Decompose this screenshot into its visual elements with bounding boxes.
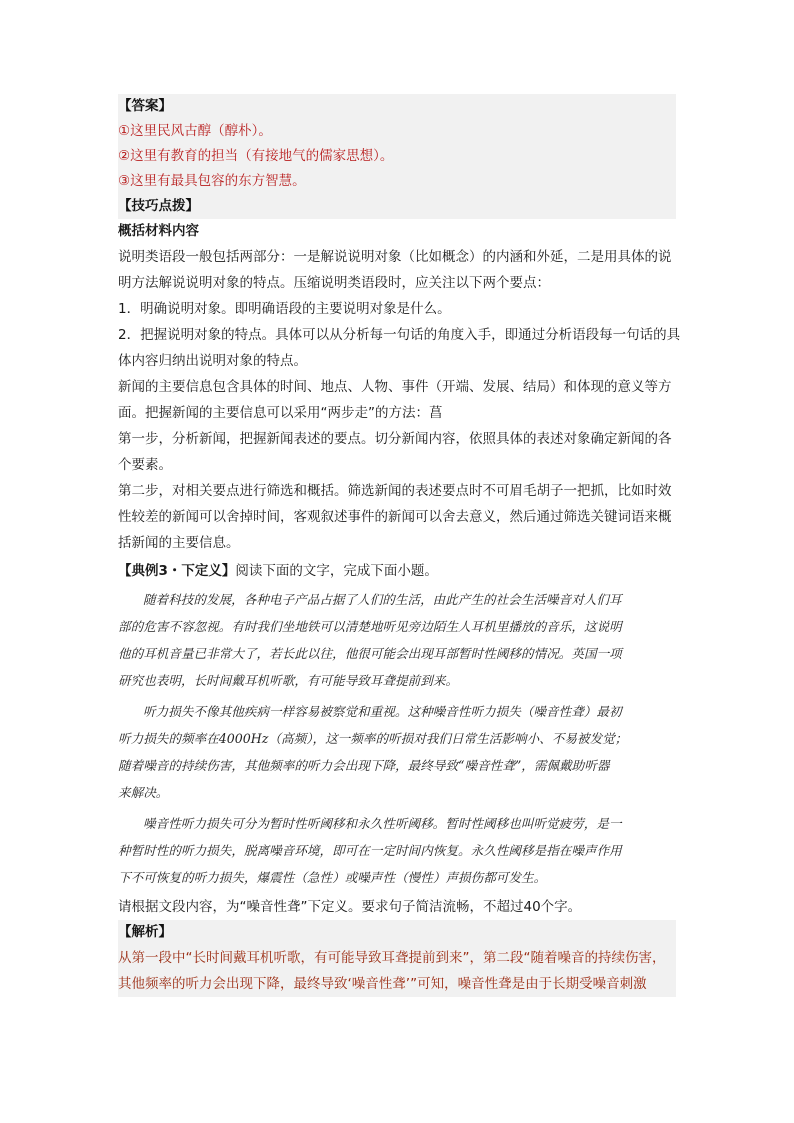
passage-paragraph-2: 听力损失不像其他疾病一样容易被察觉和重视。这种噪音性听力损失（噪音性聋）最初 听力损失的频率在4000Hz（高频），这一频率的听损对我们日常生活影响小、不易被发觉； 随着噪音的持续伤害，其他频率的听力会出现下降，最终导致“噪音性聋”，需佩戴助听器 来解决。: [118, 704, 628, 800]
passage-paragraph-1: 随着科技的发展，各种电子产品占据了人们的生活，由此产生的社会生活噪音对人们耳 部的危害不容忽视。有时我们坐地铁可以清楚地听见旁边陌生人耳机里播放的音乐，这说明 他的耳机音量已非常大了，若长此以往，他很可能会出现耳部暂时性阈移的情况。英国一项 研究也表明，长时间戴耳机听歌，有可能导致耳聋提前到来。: [118, 592, 622, 688]
tips-paragraph-1: 说明类语段一般包括两部分：一是解说说明对象（比如概念）的内涵和外延，二是用具体的说 明方法解说说明对象的特点。压缩说明类语段时，应关注以下两个要点：: [118, 249, 672, 291]
analysis-text: 从第一段中“长时间戴耳机听歌，有可能导致耳聋提前到来”，第二段“随着噪音的持续伤害， 其他频率的听力会出现下降，最终导致‘噪音性聋’”可知，噪音性聋是由于长期受噪音刺激: [118, 945, 676, 997]
reading-passage: [118, 586, 676, 891]
answer-label: 【答案】: [118, 94, 676, 119]
example-header: [118, 558, 676, 584]
example-question: 请根据文段内容，为“噪音性聋”下定义。要求句子简洁流畅，不超过40个字。: [118, 899, 582, 915]
tips-paragraph-2: 1．明确说明对象。即明确语段的主要说明对象是什么。: [118, 301, 451, 317]
tips-paragraph-6: 第二步，对相关要点进行筛选和概括。筛选新闻的表述要点时不可眉毛胡子一把抓，比如时效 性较差的新闻可以舍掉时间，客观叙述事件的新闻可以舍去意义，然后通过筛选关键词语来概 括新闻的主要信息。: [118, 483, 672, 551]
tips-paragraph-5: 第一步，分析新闻，把握新闻表述的要点。切分新闻内容，依照具体的表述对象确定新闻的各 个要素。: [118, 431, 672, 473]
passage-paragraph-3: 噪音性听力损失可分为暂时性听阈移和永久性听阈移。暂时性阈移也叫听觉疲劳，是一 种暂时性的听力损失，脱离噪音环境，即可在一定时间内恢复。永久性阈移是指在噪声作用 下不可恢复的听力损失，爆震性（急性）或噪声性（慢性）声损伤都可发生。: [118, 816, 622, 885]
tips-label: 【技巧点拨】: [118, 194, 676, 219]
answer-item-2: ②这里有教育的担当（有接地气的儒家思想）。: [118, 144, 676, 169]
analysis-label: 【解析】: [118, 920, 676, 945]
answer-item-1: ①这里民风古醇（醇朴）。: [118, 119, 676, 144]
example-label: 【典例3・下定义】: [118, 563, 236, 579]
tips-paragraph-4: 新闻的主要信息包含具体的时间、地点、人物、事件（开端、发展、结局）和体现的意义等方 面。把握新闻的主要信息可以采用“两步走”的方法：菖: [118, 379, 672, 421]
answer-item-3: ③这里有最具包容的东方智慧。: [118, 169, 676, 194]
example-intro: 阅读下面的文字，完成下面小题。: [235, 563, 438, 579]
tips-heading: 概括材料内容: [118, 223, 199, 239]
document-page: [118, 94, 681, 997]
tips-paragraph-3: 2．把握说明对象的特点。具体可以从分析每一句话的角度入手，即通过分析语段每一句话的具 体内容归纳出说明对象的特点。: [118, 327, 681, 369]
